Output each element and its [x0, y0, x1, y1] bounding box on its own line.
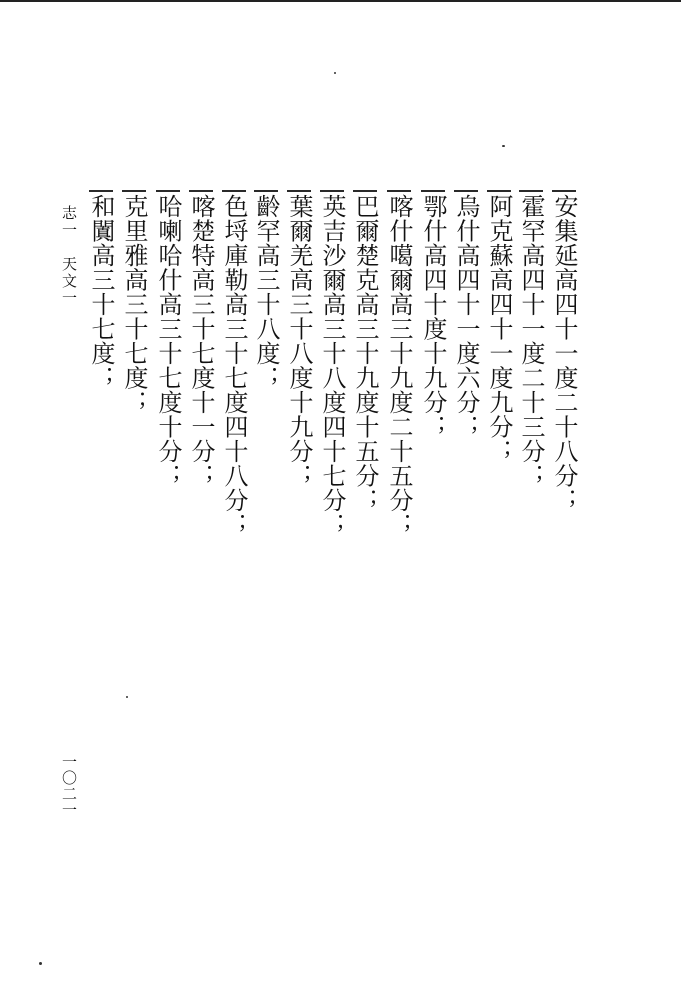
- text-line-khotan: 和闐高三十七度；: [87, 194, 115, 390]
- text-line-yengisar: 英吉沙爾高三十八度四十七分；: [318, 194, 346, 537]
- scan-speck: [39, 962, 42, 965]
- text-line-barchuk: 巴爾楚克高三十九度十五分；: [351, 194, 379, 513]
- page-number: 一〇二一: [60, 754, 78, 818]
- top-border-rule: [0, 0, 681, 2]
- text-line-aksu: 阿克蘇高四十一度九分；: [485, 194, 513, 464]
- text-line-osh: 鄂什高四十度十九分；: [419, 194, 447, 439]
- scan-speck: [126, 696, 128, 698]
- text-line-kashgar: 喀什噶爾高三十九度二十五分；: [385, 194, 413, 537]
- text-line-kokand: 霍罕高四十一度二十三分；: [517, 194, 545, 488]
- text-line-line-12: 喀楚特高三十七度十一分；: [187, 194, 215, 488]
- text-line-ush: 烏什高四十一度六分；: [452, 194, 480, 439]
- text-line-karakash: 哈喇哈什高三十七度十分；: [154, 194, 182, 488]
- text-line-sarikol: 色埒庫勒高三十七度四十八分；: [220, 194, 248, 537]
- scan-speck: [502, 145, 505, 147]
- running-head: 志一 天文一: [60, 205, 78, 307]
- text-line-keriya: 克里雅高三十七度；: [120, 194, 148, 415]
- text-line-yarkand: 葉爾羌高三十八度十九分；: [285, 194, 313, 488]
- text-line-andijan: 安集延高四十一度二十八分；: [550, 194, 578, 513]
- scan-speck: [334, 72, 336, 74]
- text-line-line-10: 齡罕高三十八度；: [252, 194, 280, 390]
